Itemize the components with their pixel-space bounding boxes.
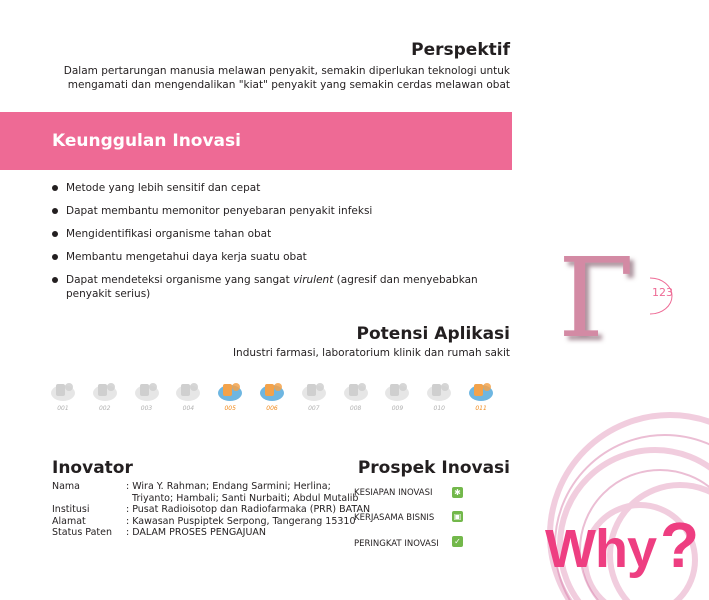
industry-icon-glyph: [47, 378, 79, 404]
icon-number: 002: [98, 405, 111, 412]
icon-number: 003: [140, 405, 153, 412]
icon-number: 008: [349, 405, 362, 412]
list-item: Mengidentifikasi organisme tahan obat: [52, 227, 512, 250]
row-key: Institusi: [52, 504, 90, 515]
table-row: [52, 481, 371, 493]
table-row: [52, 527, 371, 539]
handshake-icon-glyph: [381, 378, 413, 404]
gear-icon: ✱: [452, 487, 463, 498]
agriculture-icon-glyph: [340, 378, 372, 404]
brain-icon: [87, 378, 123, 418]
table-row: [52, 516, 371, 528]
building-icon: [296, 378, 332, 418]
microscope-icon-glyph: [256, 378, 288, 404]
page-number: 123: [652, 286, 673, 299]
table-row: [52, 504, 371, 516]
factory-icon-glyph: [131, 378, 163, 404]
prospek-item-kesiapan: KESIAPAN INOVASI: [354, 488, 433, 498]
industry-icon: [45, 378, 81, 418]
factory-icon: [129, 378, 165, 418]
why-logo: [545, 508, 698, 582]
briefcase-icon: ▣: [453, 512, 462, 521]
perspektif-body: Dalam pertarungan manusia melawan penyakit, semakin diperlukan teknologi untuk mengamati dan mengendalikan "kiat" penyakit yang semakin cerdas melawan obat: [63, 65, 510, 91]
keunggulan-title: Keunggulan Inovasi: [52, 131, 241, 151]
bullet-text: (agresif dan menyebabkan penyakit serius): [66, 274, 478, 300]
row-key: Nama: [52, 481, 81, 492]
row-key: Status Paten: [52, 527, 113, 538]
list-item: Metode yang lebih sensitif dan cepat: [52, 181, 512, 204]
row-value: : Kawasan Puspiptek Serpong, Tangerang 15310: [126, 515, 356, 527]
microscope-icon: [254, 378, 290, 418]
thumbs-up-icon: ✓: [452, 536, 463, 547]
perspektif-title: Perspektif: [411, 40, 510, 60]
icon-number: 009: [391, 405, 404, 412]
lab-icon-glyph: [214, 378, 246, 404]
row-value: : Pusat Radioisotop dan Radiofarmaka (PRR) BATAN: [126, 504, 371, 515]
lab-icon: [212, 378, 248, 418]
energy-icon: [170, 378, 206, 418]
question-mark: ?: [660, 509, 699, 581]
icon-number: 001: [57, 405, 69, 412]
handshake-icon: [379, 378, 415, 418]
row-key: [52, 493, 126, 505]
potensi-body: Industri farmasi, laboratorium klinik dan rumah sakit: [232, 347, 510, 359]
icon-number: 010: [433, 405, 445, 412]
icon-number: 005: [224, 405, 236, 412]
list-item: Membantu mengetahui daya kerja suatu obat: [52, 250, 512, 273]
prospek-item-kerjasama: KERJASAMA BISNIS: [354, 513, 435, 523]
row-value: : DALAM PROSES PENGAJUAN: [126, 527, 267, 538]
people-icon: [463, 378, 499, 418]
prospek-title: Prospek Inovasi: [357, 458, 510, 478]
building-icon-glyph: [298, 378, 330, 404]
gear-icon-glyph: [423, 378, 455, 404]
energy-icon-glyph: [172, 378, 204, 404]
gamma-symbol: Γ: [558, 234, 635, 362]
row-value: : Wira Y. Rahman; Endang Sarmini; Herlina;: [126, 481, 331, 492]
list-item: [52, 273, 512, 300]
gear-icon: [421, 378, 457, 418]
row-value: Triyanto; Hambali; Santi Nurbaiti; Abdul Mutalib: [126, 492, 359, 504]
row-key: Alamat: [52, 515, 86, 527]
bullet-emphasis: virulent: [293, 274, 334, 286]
application-icon-row: [52, 378, 512, 418]
inovator-table: [52, 481, 371, 539]
potensi-title: Potensi Aplikasi: [356, 324, 510, 344]
keunggulan-list: [52, 181, 512, 300]
icon-number: 006: [266, 405, 278, 412]
brain-icon-glyph: [89, 378, 121, 404]
list-item: Dapat membantu memonitor penyebaran penyakit infeksi: [52, 204, 512, 227]
icon-number: 011: [475, 405, 487, 412]
people-icon-glyph: [465, 378, 497, 404]
icon-number: 004: [182, 405, 195, 412]
icon-number: 007: [308, 405, 320, 412]
agriculture-icon: [338, 378, 374, 418]
inovator-title: Inovator: [52, 458, 133, 478]
bullet-text: Dapat mendeteksi organisme yang sangat: [66, 274, 294, 286]
why-text: Why: [545, 519, 656, 579]
prospek-item-peringkat: PERINGKAT INOVASI: [354, 539, 439, 549]
table-row: [52, 493, 371, 505]
